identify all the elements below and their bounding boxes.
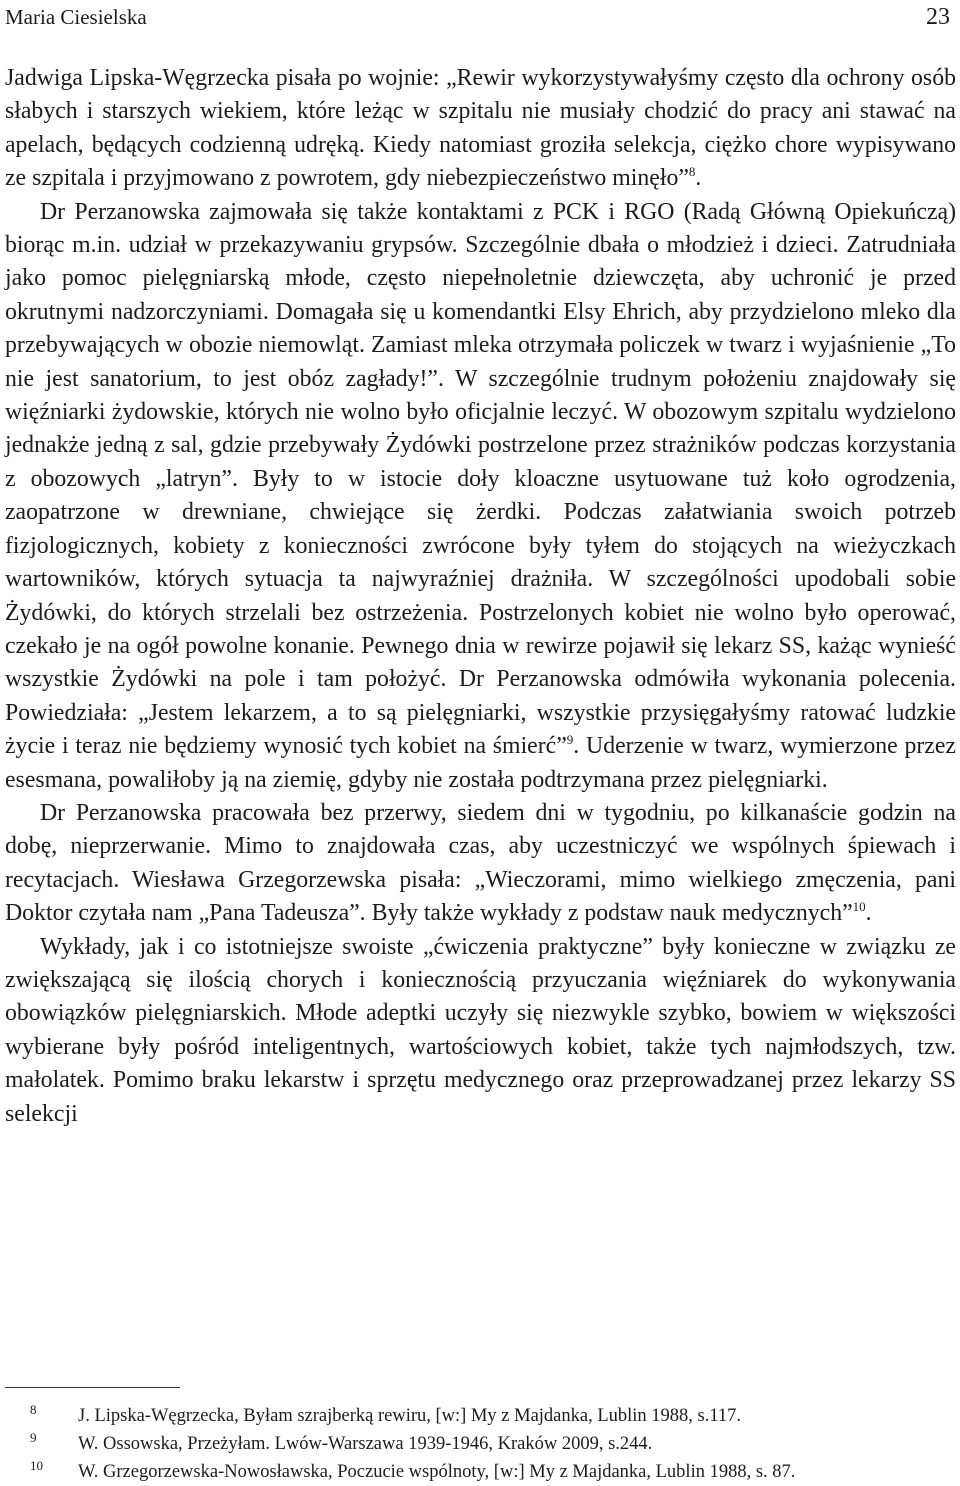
footnote-ref: 9 [566,732,574,748]
body-text [5,62,956,1131]
footnote-item [5,1458,956,1486]
paragraph-text: Dr Perzanowska zajmowała się także kontaktami z PCK i RGO (Radą Główną Opiekuńczą) biorąc m.in. udział w przekazywaniu grypsów. Szczególnie dbała o młodzież i dzieci. Zatrudniała jako pomoc pielęgniarską młode, często niepełnoletnie dziewczęta, aby uchronić je przed okrutnymi nadzorczyniami. Domagała się u komendantki Elsy Ehrich, aby przydzielono mleko dla przebywających w obozie niemowląt. Zamiast mleka otrzymała policzek w twarz i wyjaśnienie „To nie jest sanatorium, to jest obóz zagłady!”. W szczególnie trudnym położeniu znajdowały się więźniarki żydowskie, których nie wolno było oficjalnie leczyć. W obozowym szpitalu wydzielono jednakże jedną z sal, gdzie przebywały Żydówki postrzelone przez strażników podczas korzystania z obozowych „latryn”. Były to w istocie doły kloaczne usytuowane tuż koło ogrodzenia, zaopatrzone w drewniane, chwiejące się żerdki. Podczas załatwiania swoich potrzeb fizjologicznych, kobiety z konieczności zwrócone były tyłem do stojących na wieżyczkach wartowników, których sytuacja ta najwyraźniej drażniła. W szczególności upodobali sobie Żydówki, do których strzelali bez ostrzeżenia. Postrzelonych kobiet nie wolno było operować, czekało je na ogół powolne konanie. Pewnego dnia w rewirze pojawił się lekarz SS, każąc wynieść wszystkie Żydówki na pole i tam położyć. Dr Perzanowska odmówiła wykonania polecenia. Powiedziała: „Jestem lekarzem, a to są pielęgniarki, wszystkie przysięgałyśmy ratować ludzkie życie i teraz nie będziemy wynosić tych kobiet na śmierć” [5,198,956,760]
paragraph-text: Dr Perzanowska pracowała bez przerwy, siedem dni w tygodniu, po kilkanaście godzin na dobę, nieprzerwanie. Mimo to znajdowała czas, aby uczestniczyć we wspólnych śpiewach i recytacjach. Wiesława Grzegorzewska pisała: „Wieczorami, mimo wielkiego zmęczenia, pani Doktor czytała nam „Pana Tadeusza”. Były także wykłady z podstaw nauk medycznych” [5,799,956,927]
footnote-ref: 10 [852,899,866,915]
paragraph [5,931,956,1131]
footnote-text: W. Ossowska, Przeżyłam. Lwów-Warszawa 1939-1946, Kraków 2009, s.244. [78,1434,653,1454]
paragraph-text: Jadwiga Lipska-Węgrzecka pisała po wojnie: „Rewir wykorzystywałyśmy często dla ochrony osób słabych i starszych wiekiem, które leżąc w szpitalu nie musiały chodzić do pracy ani stawać na apelach, będących codzienną udręką. Kiedy natomiast groziła selekcja, ciężko chore wypisywano ze szpitala i przyjmowano z powrotem, gdy niebezpieczeństwo minęło” [5,65,956,192]
paragraph-text: . [695,165,702,192]
footnotes [5,1402,956,1486]
footnote-number: 10 [30,1458,43,1473]
footnote-item [5,1430,956,1458]
page-number: 23 [926,4,950,30]
footnote-text: W. Grzegorzewska-Nowosławska, Poczucie wspólnoty, [w:] My z Majdanka, Lublin 1988, s. 87. [78,1462,796,1482]
paragraph-text: . Uderzenie w twarz, wymierzone przez esesmana, powaliłoby ją na ziemię, gdyby nie została podtrzymana przez pielęgniarki. [5,733,956,793]
paragraph [5,62,956,196]
footnote-separator [5,1387,180,1388]
page-header [5,2,950,32]
footnote-ref: 8 [688,164,696,180]
paragraph-text: Wykłady, jak i co istotniejsze swoiste „ćwiczenia praktyczne” były konieczne w związku ze zwiększającą się ilością chorych i koniecznością przyuczania więźniarek do wykonywania obowiązków pielęgniarskich. Młode adeptki uczyły się niezwykle szybko, bowiem w większości wybierane były pośród inteligentnych, wartościowych kobiet, także tych najmłodszych, tzw. małolatek. Pomimo braku lekarstw i sprzętu medycznego oraz przeprowadzanej przez lekarzy SS selekcji [5,933,956,1127]
paragraph [5,797,956,931]
footnote-number: 8 [30,1402,37,1417]
footnote-number: 9 [30,1430,37,1445]
running-head-author: Maria Ciesielska [5,5,147,29]
paragraph [5,196,956,797]
footnote-item [5,1402,956,1430]
paragraph-text: . [865,900,872,927]
footnote-text: J. Lipska-Węgrzecka, Byłam szrajberką rewiru, [w:] My z Majdanka, Lublin 1988, s.117. [78,1406,742,1426]
